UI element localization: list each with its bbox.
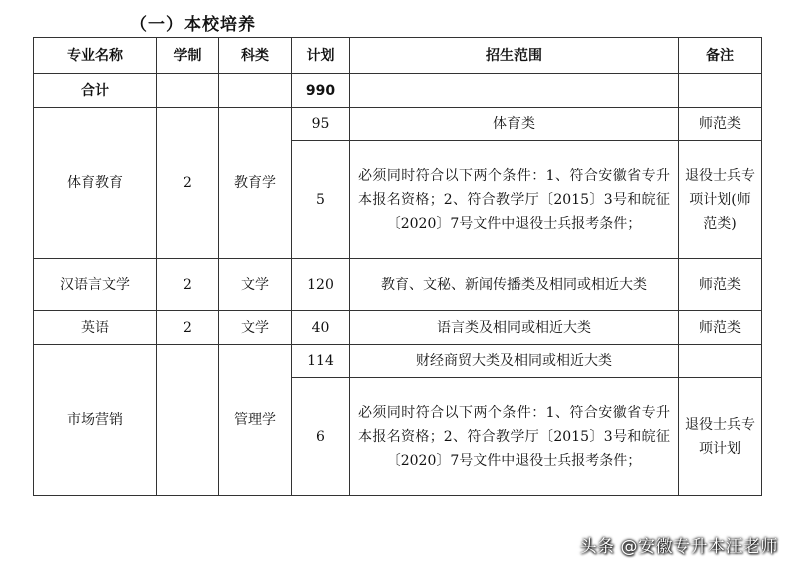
category-cell: 文学: [219, 311, 292, 345]
enrollment-plan-table: [33, 37, 762, 496]
category-cell: 教育学: [219, 108, 292, 259]
major-cell: 英语: [34, 311, 157, 345]
table-row: [34, 345, 762, 378]
header-category: 科类: [219, 38, 292, 74]
header-major: 专业名称: [34, 38, 157, 74]
major-cell: 体育教育: [34, 108, 157, 259]
scope-cell: 体育类: [350, 108, 679, 141]
note-cell: 师范类: [679, 108, 762, 141]
plan-cell: 40: [292, 311, 350, 345]
note-cell: 退役士兵专项计划(师范类): [679, 141, 762, 259]
category-cell: 文学: [219, 259, 292, 311]
years-cell: 2: [157, 108, 219, 259]
note-cell: 退役士兵专项计划: [679, 378, 762, 496]
table-row: [34, 108, 762, 141]
years-cell: [157, 345, 219, 496]
table-row-total: [34, 74, 762, 108]
category-cell: 管理学: [219, 345, 292, 496]
header-note: 备注: [679, 38, 762, 74]
total-plan: 990: [292, 74, 350, 108]
scope-cell: 语言类及相同或相近大类: [350, 311, 679, 345]
plan-cell: 95: [292, 108, 350, 141]
scope-cell: 必须同时符合以下两个条件：1、符合安徽省专升本报名资格；2、符合教学厅〔2015〕3号和皖征〔2020〕7号文件中退役士兵报考条件；: [350, 141, 679, 259]
total-label: 合计: [34, 74, 157, 108]
table-row: [34, 259, 762, 311]
scope-cell: 教育、文秘、新闻传播类及相同或相近大类: [350, 259, 679, 311]
major-cell: 市场营销: [34, 345, 157, 496]
header-years: 学制: [157, 38, 219, 74]
scope-cell: 财经商贸大类及相同或相近大类: [350, 345, 679, 378]
note-cell: [679, 345, 762, 378]
years-cell: 2: [157, 311, 219, 345]
plan-cell: 6: [292, 378, 350, 496]
watermark: 头条 @安徽专升本汪老师: [579, 537, 778, 557]
scope-cell: 必须同时符合以下两个条件：1、符合安徽省专升本报名资格；2、符合教学厅〔2015〕3号和皖征〔2020〕7号文件中退役士兵报考条件；: [350, 378, 679, 496]
total-category: [219, 74, 292, 108]
years-cell: 2: [157, 259, 219, 311]
plan-cell: 114: [292, 345, 350, 378]
plan-cell: 120: [292, 259, 350, 311]
major-cell: 汉语言文学: [34, 259, 157, 311]
plan-cell: 5: [292, 141, 350, 259]
note-cell: 师范类: [679, 311, 762, 345]
table-header-row: [34, 38, 762, 74]
section-title: （一）本校培养: [130, 15, 256, 35]
total-note: [679, 74, 762, 108]
header-scope: 招生范围: [350, 38, 679, 74]
total-years: [157, 74, 219, 108]
note-cell: 师范类: [679, 259, 762, 311]
table-row: [34, 311, 762, 345]
total-scope: [350, 74, 679, 108]
header-plan: 计划: [292, 38, 350, 74]
